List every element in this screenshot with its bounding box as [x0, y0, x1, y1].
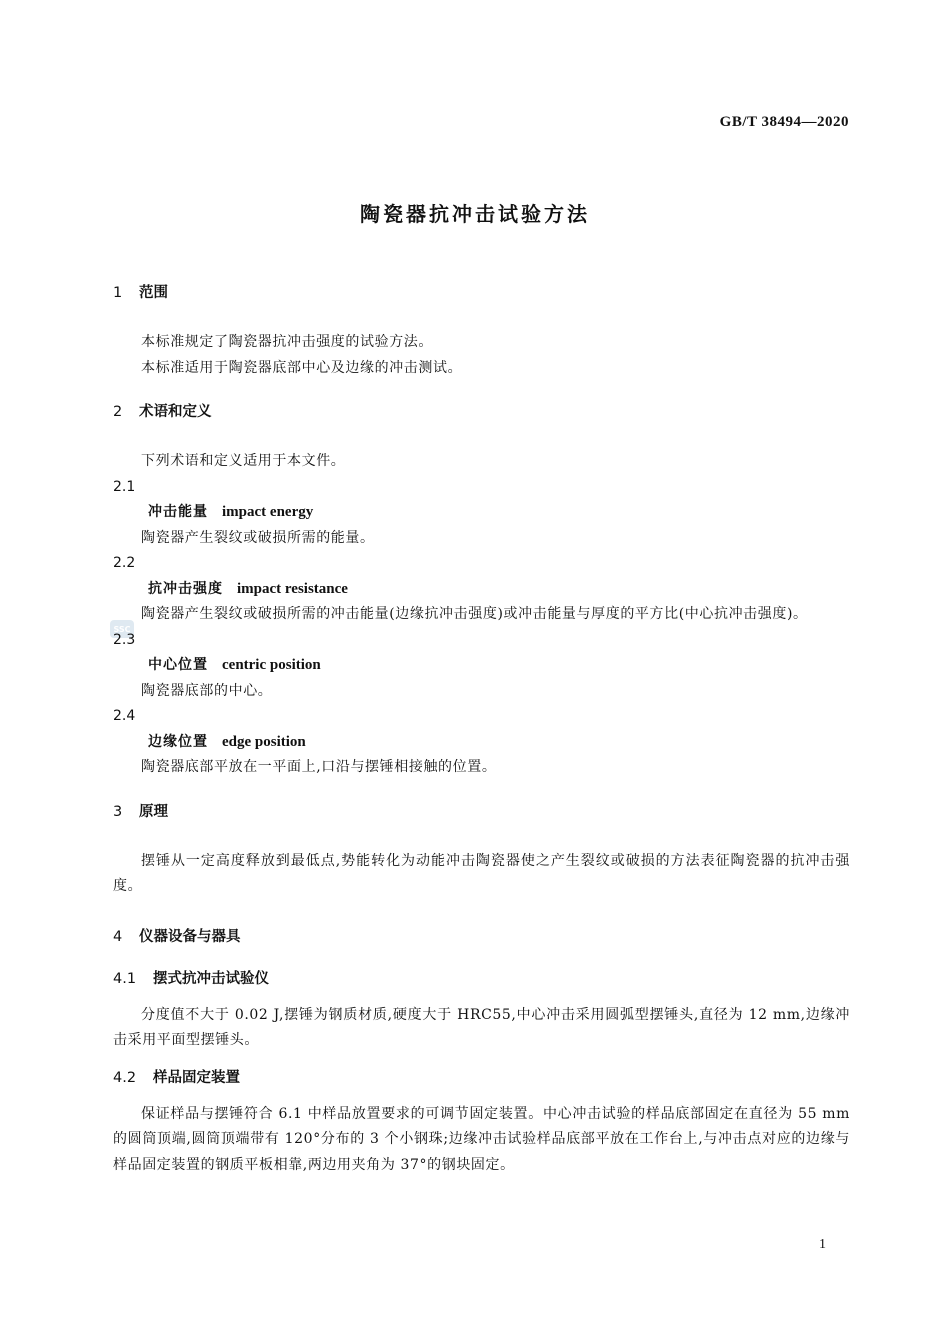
- term-definition: 陶瓷器底部的中心。: [141, 682, 273, 699]
- term-name: [113, 577, 850, 603]
- term-number: 2.4: [113, 708, 136, 724]
- subsection-heading: [113, 968, 850, 990]
- term-name-en: impact energy: [222, 504, 314, 520]
- document-body: [113, 282, 850, 1178]
- standard-code: GB/T 38494—2020: [719, 114, 849, 130]
- paragraph: 保证样品与摆锤符合 6.1 中样品放置要求的可调节固定装置。中心冲击试验的样品底部固定在直径为 55 mm 的圆筒顶端,圆筒顶端带有 120°分布的 3 个小钢珠;边缘冲击试验样品底部平放在工作台上,与冲击点对应的边缘与样品固定装置的钢质平板相靠,两边用夹角为 37°的钢块固定。: [113, 1105, 850, 1173]
- term-name: [113, 730, 850, 756]
- term-name-zh: 中心位置: [148, 657, 208, 673]
- term-name-zh: 冲击能量: [148, 504, 208, 520]
- section-title: 范围: [139, 285, 168, 301]
- page-number: 1: [819, 1237, 826, 1252]
- term-number: 2.1: [113, 478, 136, 495]
- section-number: 1: [113, 285, 123, 301]
- section-heading: [113, 926, 850, 948]
- subsection-number: 4.1: [113, 970, 137, 987]
- paragraph: 摆锤从一定高度释放到最低点,势能转化为动能冲击陶瓷器使之产生裂纹或破损的方法表征陶瓷器的抗冲击强度。: [113, 852, 850, 894]
- term-name-zh: 边缘位置: [148, 733, 208, 750]
- section-number: 3: [113, 803, 123, 820]
- term-name-en: edge position: [222, 733, 306, 750]
- section-title: 仪器设备与器具: [139, 928, 241, 945]
- section-heading: [113, 401, 850, 423]
- subsection-title: 摆式抗冲击试验仪: [153, 970, 269, 987]
- paragraph: 本标准规定了陶瓷器抗冲击强度的试验方法。: [141, 334, 433, 350]
- term-definition: 陶瓷器产生裂纹或破损所需的能量。: [141, 529, 375, 546]
- section-number: 2: [113, 404, 123, 420]
- term-name: [113, 500, 850, 526]
- paragraph: 本标准适用于陶瓷器底部中心及边缘的冲击测试。: [141, 359, 463, 376]
- term-name-en: impact resistance: [237, 580, 348, 597]
- subsection-title: 样品固定装置: [153, 1069, 240, 1086]
- subsection-number: 4.2: [113, 1069, 137, 1086]
- term-definition: 陶瓷器产生裂纹或破损所需的冲击能量(边缘抗冲击强度)或冲击能量与厚度的平方比(中心抗冲击强度)。: [141, 606, 808, 622]
- term-name: [113, 653, 850, 679]
- paragraph: 分度值不大于 0.02 J,摆锤为钢质材质,硬度大于 HRC55,中心冲击采用圆弧型摆锤头,直径为 12 mm,边缘冲击采用平面型摆锤头。: [113, 1006, 850, 1048]
- term-name-en: centric position: [222, 657, 321, 673]
- subsection-heading: [113, 1067, 850, 1089]
- section-title: 原理: [139, 803, 168, 820]
- watermark-logo: SSC: [110, 620, 134, 638]
- term-name-zh: 抗冲击强度: [148, 580, 223, 597]
- term-number: 2.3: [113, 631, 136, 648]
- section-title: 术语和定义: [139, 404, 212, 420]
- section-number: 4: [113, 928, 123, 945]
- paragraph: 下列术语和定义适用于本文件。: [141, 453, 346, 469]
- term-definition: 陶瓷器底部平放在一平面上,口沿与摆锤相接触的位置。: [141, 759, 497, 775]
- term-number: 2.2: [113, 555, 136, 571]
- section-heading: [113, 282, 850, 304]
- document-title: 陶瓷器抗冲击试验方法: [360, 202, 590, 226]
- section-heading: [113, 801, 850, 823]
